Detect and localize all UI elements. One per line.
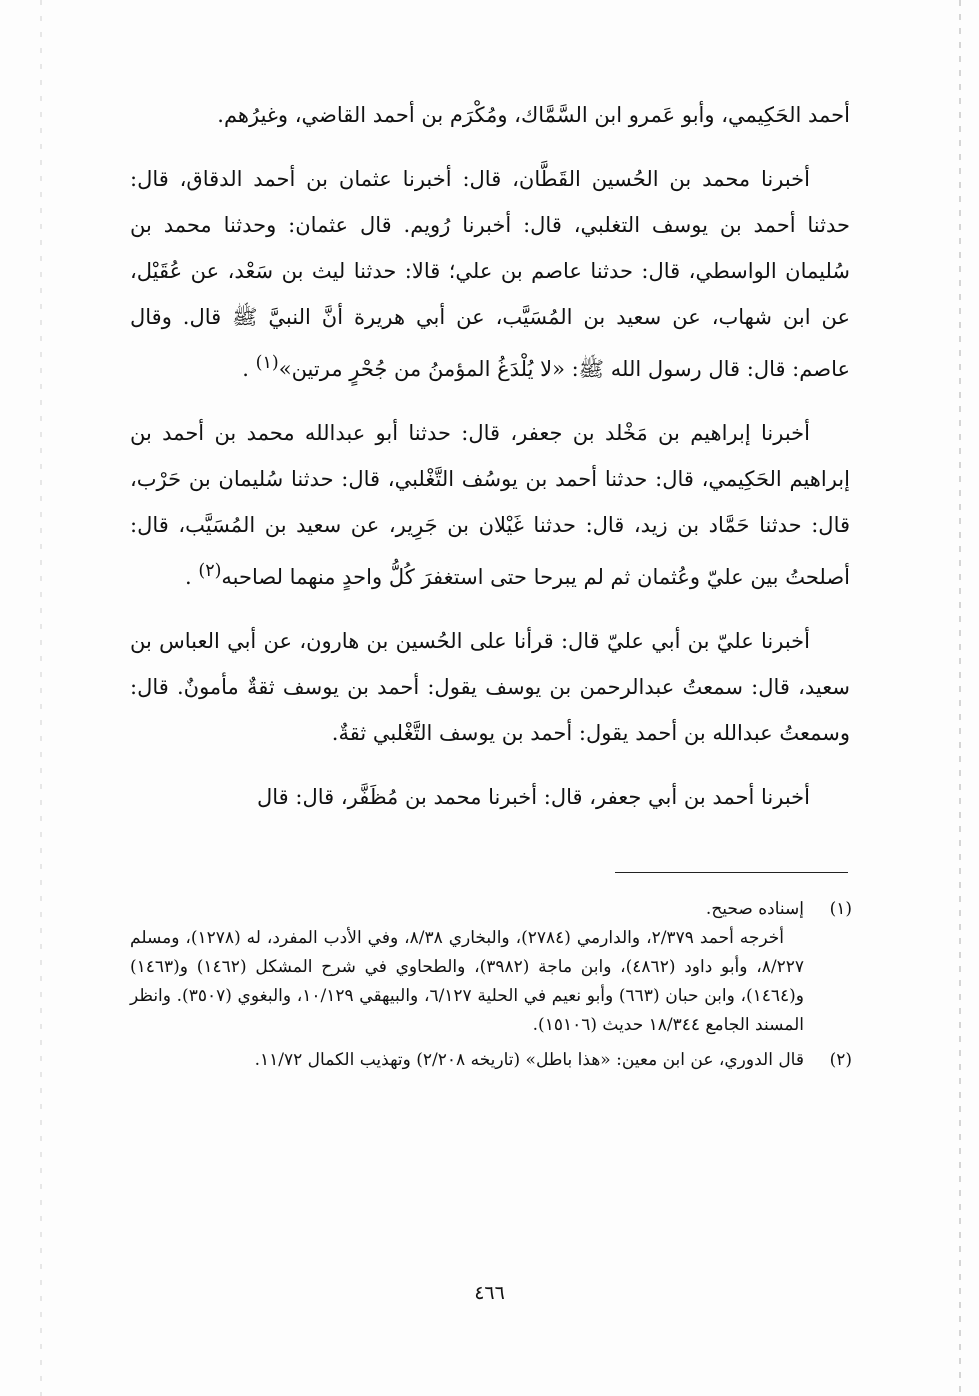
paragraph-2-text: أخبرنا إبراهيم بن مَخْلد بن جعفر، قال: حدثنا أبو عبدالله محمد بن أحمد بن إبراهيم الحَكِيمي، قال: حدثنا أحمد بن يوسُف التَّغْلبي، قال: حدثنا سُليمان بن حَرْب، قال: حدثنا حَمَّاد بن زيد، قال: حدثنا غَيْلان بن جَرِير، عن سعيد بن المُسَيَّب، قال: أصلحتُ بين عليّ وعُثمان ثم لم يبرحا حتى استغفرَ كُلُّ واحدٍ منهما لصاحبه bbox=[130, 421, 850, 589]
paragraph-1-text: أخبرنا محمد بن الحُسين القَطَّان، قال: أخبرنا عثمان بن أحمد الدقاق، قال: حدثنا أحمد بن يوسف التغلبي، قال: أخبرنا رُويم. قال عثمان: وحدثنا محمد بن سُليمان الواسطي، قال: حدثنا عاصم بن علي؛ قالا: حدثنا ليث بن سَعْد، عن عُقَيْل، عن ابن شهاب، عن سعيد بن المُسَيَّب، عن أبي هريرة أنَّ النبيَّ ﷺ قال. وقال عاصم: قال: قال رسول الله ﷺ: «لا يُلْدَغُ المؤمنُ من جُحْرٍ مرتين» bbox=[130, 167, 850, 381]
paragraph-4: أخبرنا أحمد بن أبي جعفر، قال: أخبرنا محمد بن مُظَفَّر، قال: قال bbox=[257, 785, 810, 809]
scan-edge-right bbox=[959, 0, 961, 1396]
footnote-1 bbox=[130, 895, 852, 1040]
footnote-2-text: قال الدوري، عن ابن معين: «هذا باطل» (تاريخه ٢/٢٠٨) وتهذيب الكمال ١١/٧٢. bbox=[254, 1050, 804, 1070]
scan-edge-left bbox=[40, 0, 42, 1396]
footnote-ref-1: (١) bbox=[255, 353, 279, 373]
footnote-2 bbox=[130, 1046, 852, 1075]
paragraph-2-end: . bbox=[185, 565, 199, 589]
footnote-separator bbox=[615, 872, 848, 873]
footnote-2-number: (٢) bbox=[829, 1050, 852, 1070]
footnote-1-text: أخرجه أحمد ٢/٣٧٩، والدارمي (٢٧٨٤)، والبخاري ٨/٣٨، وفي الأدب المفرد، له (١٢٧٨)، ومسلم ٨/٢٢٧، وأبو داود (٤٨٦٢)، وابن ماجة (٣٩٨٢)، والطحاوي في شرح المشكل (١٤٦٢) و(١٤٦٣) و(١٤٦٤)، وابن حبان (٦٦٣) وأبو نعيم في الحلية ٦/١٢٧، والبيهقي ١٠/١٢٩، والبغوي (٣٥٠٧). وانظر المسند الجامع ١٨/٣٤٤ حديث (١٥١٠٦). bbox=[130, 928, 804, 1035]
paragraph-2 bbox=[130, 410, 850, 600]
paragraph-0: أحمد الحَكِيمي، وأبو عَمرو ابن السَّمَّاك، ومُكْرَم بن أحمد القاضي، وغيرُهم. bbox=[217, 103, 850, 127]
footnote-ref-2: (٢) bbox=[198, 561, 222, 581]
main-text bbox=[130, 92, 850, 830]
page-number: ٤٦٦ bbox=[474, 1282, 505, 1304]
paragraph-1-end: . bbox=[242, 357, 256, 381]
paragraph-3: أخبرنا عليّ بن أبي عليّ قال: قرأنا على الحُسين بن هارون، عن أبي العباس بن سعيد، قال: سمعتُ عبدالرحمن بن يوسف يقول: أحمد بن يوسف ثقةٌ مأمونٌ. قال: وسمعتُ عبدالله بن أحمد يقول: أحمد بن يوسف التَّغْلبي ثقةٌ. bbox=[130, 629, 850, 745]
footnote-1-line1: إسناده صحيح. bbox=[705, 899, 804, 919]
paragraph-1 bbox=[130, 156, 850, 392]
footnote-1-number: (١) bbox=[829, 899, 852, 919]
footnotes bbox=[130, 895, 852, 1081]
